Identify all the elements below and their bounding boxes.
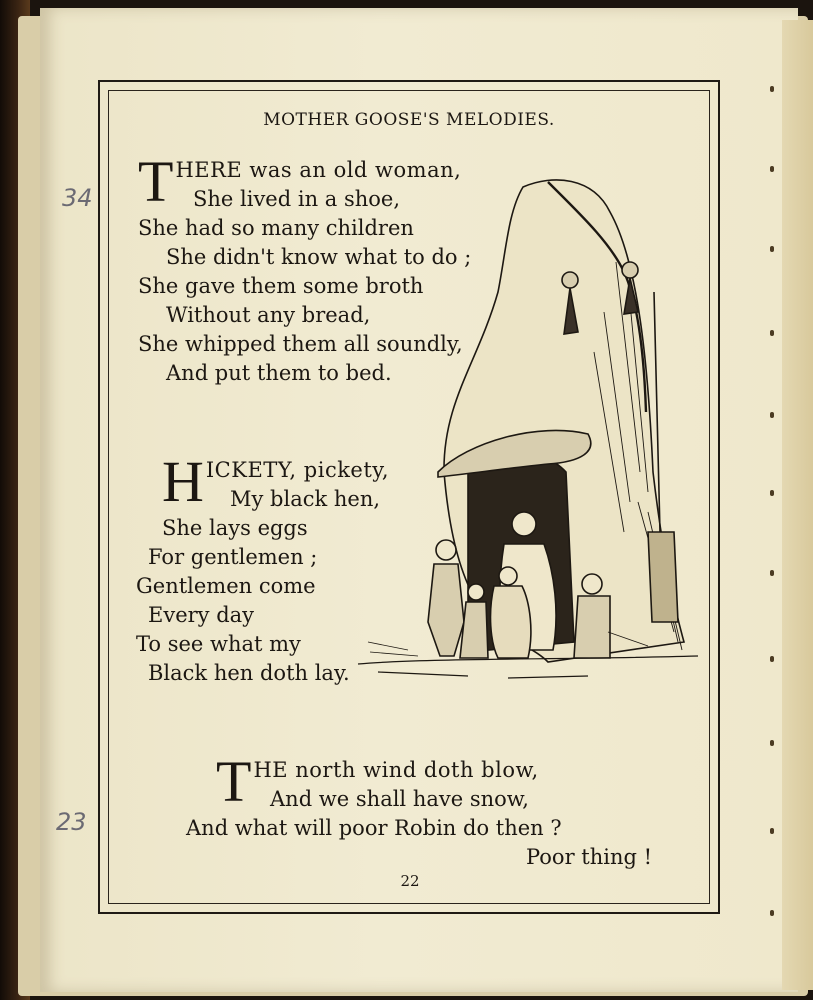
page-edges [782, 20, 813, 990]
stitch-hole [770, 86, 774, 92]
poem-line: And we shall have snow, [270, 787, 529, 811]
poem-line: And what will poor Robin do then ? [186, 816, 562, 840]
poem-north-wind [186, 749, 666, 872]
poem-first-line: HE north wind doth blow, [253, 758, 539, 782]
margin-note: 23 [56, 808, 87, 836]
running-head: MOTHER GOOSE'S MELODIES. [263, 110, 555, 130]
poem-line: My black hen, [230, 487, 381, 511]
poem-first-line: HERE was an old woman, [175, 158, 462, 182]
stitch-hole [770, 570, 774, 576]
poem-line: For gentlemen ; [148, 545, 318, 569]
margin-note: 34 [62, 184, 93, 212]
poem-line: She gave them some broth [138, 274, 424, 298]
poem-line: She lays eggs [162, 516, 308, 540]
stitch-hole [770, 740, 774, 746]
stitch-hole [770, 412, 774, 418]
poem-line: She whipped them all soundly, [138, 332, 463, 356]
poem-line: Gentlemen come [136, 574, 316, 598]
poem-line: To see what my [136, 632, 301, 656]
stitch-hole [770, 330, 774, 336]
poem-line: She lived in a shoe, [193, 187, 401, 211]
poem-first-line: ICKETY, pickety, [205, 458, 390, 482]
old-woman-in-shoe-illustration [348, 172, 698, 692]
poem-line: She didn't know what to do ; [166, 245, 472, 269]
poem-line: Without any bread, [166, 303, 371, 327]
drop-cap: H [162, 449, 204, 514]
drop-cap: T [138, 149, 174, 214]
poem-line: Every day [148, 603, 255, 627]
stitch-hole [770, 910, 774, 916]
stitch-hole [770, 166, 774, 172]
stitch-hole [770, 490, 774, 496]
drop-cap: T [216, 749, 252, 814]
page-number: 22 [400, 872, 420, 890]
stitch-hole [770, 828, 774, 834]
poem-line: And put them to bed. [166, 361, 392, 385]
poem-line: She had so many children [138, 216, 414, 240]
stitch-hole [770, 246, 774, 252]
stitch-hole [770, 656, 774, 662]
poem-line: Black hen doth lay. [148, 661, 350, 685]
poem-line: Poor thing ! [526, 845, 653, 869]
